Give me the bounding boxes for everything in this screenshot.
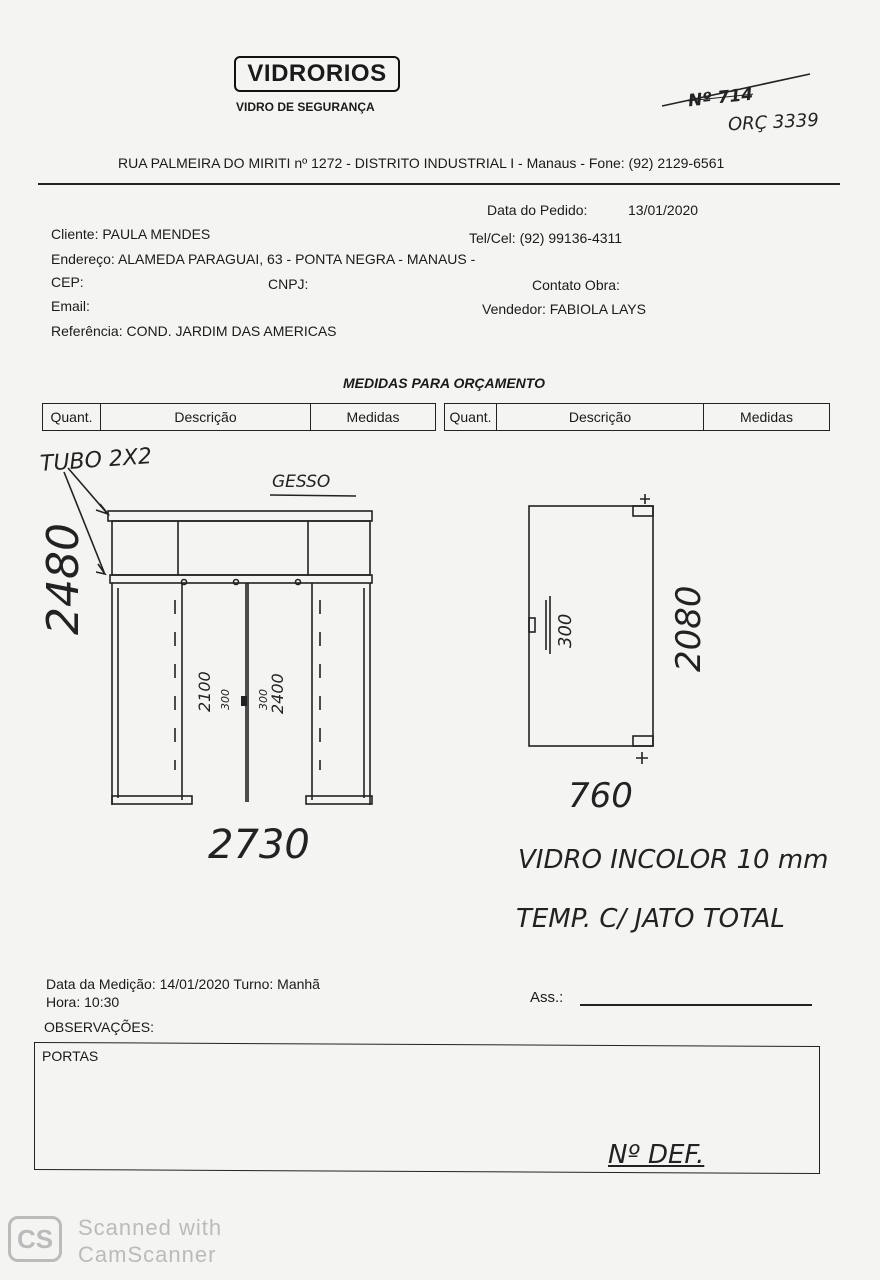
- header-divider: [38, 183, 840, 185]
- observations-label: OBSERVAÇÕES:: [44, 1019, 154, 1035]
- camscanner-logo-icon: CS: [8, 1216, 62, 1262]
- door-height-2: 2400: [268, 673, 287, 714]
- phone-field: Tel/Cel: (92) 99136-4311: [469, 230, 623, 246]
- watermark-line-2: CamScanner: [78, 1242, 217, 1267]
- orc-number: ORÇ 3339: [727, 109, 820, 136]
- height-label: 2480: [38, 523, 89, 635]
- door-300-a: 300: [219, 689, 232, 710]
- table-header-right: [444, 403, 830, 431]
- glass-note-1: VIDRO INCOLOR 10 mm: [518, 845, 829, 875]
- seller-field: Vendedor: FABIOLA LAYS: [482, 301, 646, 317]
- watermark-line-1: Scanned with: [78, 1215, 223, 1240]
- order-date-label: Data do Pedido:: [487, 202, 588, 218]
- panel-300-label: 300: [555, 613, 576, 648]
- email-field: Email:: [51, 298, 90, 314]
- section-title: MEDIDAS PARA ORÇAMENTO: [343, 375, 545, 391]
- company-address: RUA PALMEIRA DO MIRITI nº 1272 - DISTRITO INDUSTRIAL I - Manaus - Fone: (92) 2129-6561: [118, 155, 725, 171]
- tubo-label: TUBO 2X2: [39, 444, 153, 477]
- measurement-date: Data da Medição: 14/01/2020 Turno: Manhã: [46, 976, 320, 992]
- gesso-label: GESSO: [272, 472, 331, 492]
- col-medidas: Medidas: [346, 409, 400, 425]
- cnpj-field: CNPJ:: [268, 276, 309, 292]
- col-quant: Quant.: [445, 404, 497, 430]
- observations-hand-note: Nº DEF.: [608, 1140, 705, 1170]
- camscanner-watermark: [8, 1214, 268, 1274]
- logo-subtitle: VIDRO DE SEGURANÇA: [236, 100, 375, 114]
- col-descricao: Descrição: [101, 404, 311, 430]
- panel-height-label: 2080: [669, 585, 709, 672]
- contact-field: Contato Obra:: [532, 277, 620, 293]
- signature-label: Ass.:: [530, 989, 564, 1006]
- order-number: Nº 714: [687, 84, 755, 112]
- door-height-1: 2100: [195, 671, 214, 712]
- company-logo: VIDRORIOS: [234, 56, 400, 92]
- address-field: Endereço: ALAMEDA PARAGUAI, 63 - PONTA NEGRA - MANAUS -: [51, 251, 476, 267]
- door-300-b: 300: [257, 689, 270, 710]
- width-label: 2730: [208, 822, 310, 868]
- camscanner-text: [78, 1214, 222, 1268]
- col-medidas: Medidas: [740, 409, 793, 425]
- panel-sketch: [520, 490, 670, 770]
- measurement-hour: Hora: 10:30: [46, 994, 120, 1010]
- cep-field: CEP:: [51, 274, 84, 290]
- col-descricao: Descrição: [497, 404, 704, 430]
- table-header-left: [42, 403, 436, 431]
- glass-note-2: TEMP. C/ JATO TOTAL: [516, 904, 785, 934]
- signature-line: [580, 1004, 812, 1006]
- col-quant: Quant.: [43, 404, 101, 430]
- client-field: Cliente: PAULA MENDES: [51, 226, 211, 242]
- observations-content: PORTAS: [42, 1048, 99, 1064]
- panel-width-label: 760: [568, 776, 633, 816]
- reference-field: Referência: COND. JARDIM DAS AMERICAS: [51, 323, 337, 339]
- order-date-value: 13/01/2020: [628, 202, 699, 218]
